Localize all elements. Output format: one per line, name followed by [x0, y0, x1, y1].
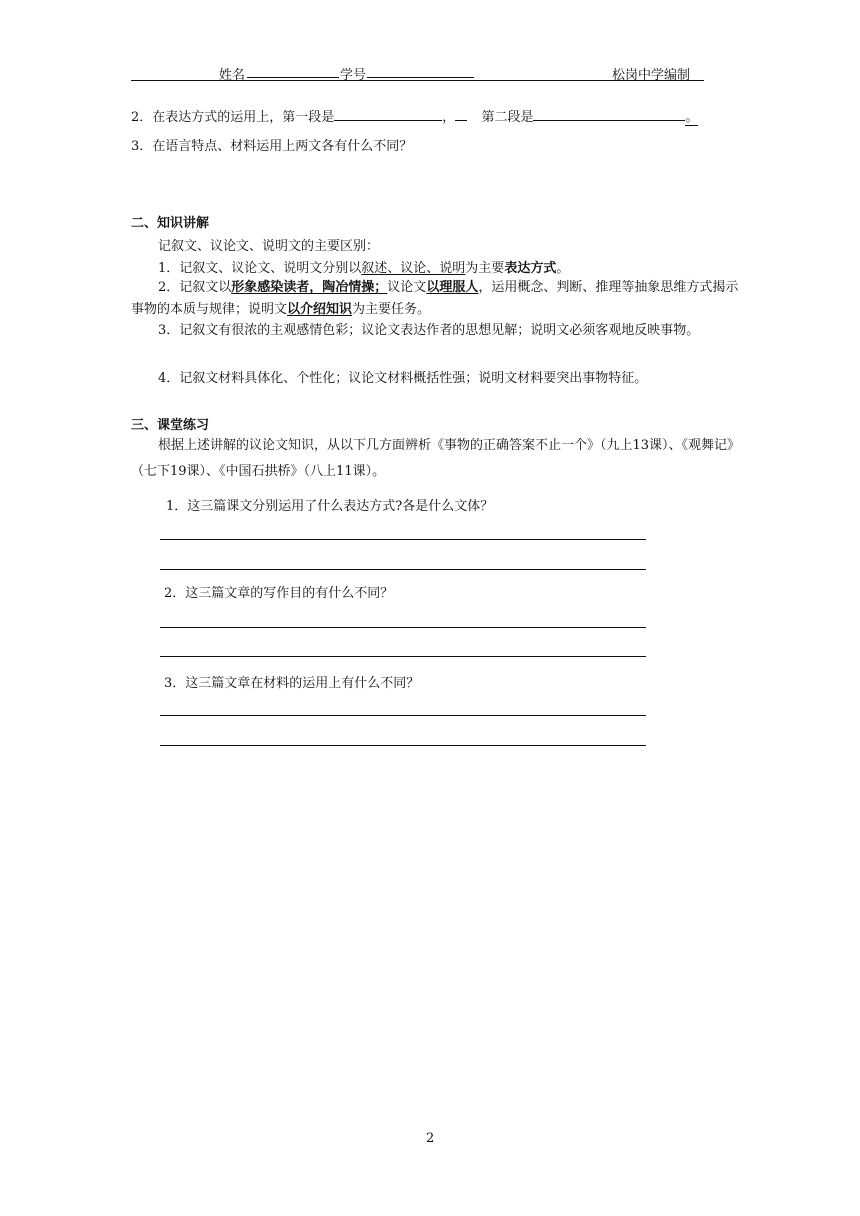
p2-text-c: ，运用概念、判断、推理等抽象思维方式揭示事物的本质与规律；说明文 [131, 280, 739, 317]
answer-line[interactable] [160, 656, 646, 657]
p2-text-d: 为主要任务。 [352, 301, 431, 317]
section-2-point-2 [131, 277, 741, 320]
exercise-question-2: 2．这三篇文章的写作目的有什么不同？ [164, 586, 394, 601]
p1-text-c: 。 [556, 261, 570, 276]
answer-line[interactable] [160, 569, 646, 570]
p2-emphasis-1: 形象感染读者，陶冶情操； [231, 280, 388, 295]
p2-text-a: 2．记叙文以 [158, 280, 232, 295]
id-blank[interactable] [367, 64, 474, 78]
header-school: 松岗中学编制 [612, 68, 691, 83]
section-2-point-4: 4．记叙文材料具体化、个性化；议论文材料概括性强；说明文材料要突出事物特征。 [158, 371, 648, 386]
answer-line[interactable] [160, 627, 646, 628]
q2-prefix: 2．在表达方式的运用上，第一段是 [131, 110, 335, 125]
p2-emphasis-3: 以介绍知识 [287, 301, 353, 317]
section-2-point-3: 3．记叙文有很浓的主观感情色彩；议论文表达作者的思想见解；说明文必须客观地反映事物。 [158, 323, 700, 338]
p1-text-b: 为主要 [465, 261, 505, 276]
p1-text-a: 1．记叙文、议论文、说明文分别以 [158, 261, 362, 276]
section-2-title: 二、知识讲解 [131, 216, 210, 231]
q2-blank-1[interactable] [334, 107, 442, 121]
question-2 [131, 106, 698, 125]
page-number: 2 [426, 1131, 435, 1146]
q2-blank-2[interactable] [533, 107, 685, 121]
exercise-question-3: 3．这三篇文章在材料的运用上有什么不同？ [164, 676, 420, 691]
header-id-label: 学号 [340, 68, 367, 83]
q2-end: 。 [685, 110, 699, 125]
header-name-label: 姓名 [219, 68, 246, 83]
p1-bold: 表达方式 [504, 261, 557, 276]
p2-emphasis-2: 以理服人 [426, 280, 479, 295]
q2-mid: 第二段是 [481, 110, 534, 125]
section-3-intro: 根据上述讲解的议论文知识，从以下几方面辨析《事物的正确答案不止一个》（九上13课）、《观舞记》（七下19课）、《中国石拱桥》（八上11课）。 [131, 438, 741, 479]
exercise-question-1: 1．这三篇课文分别运用了什么表达方式?各是什么文体？ [166, 499, 494, 514]
answer-line[interactable] [160, 539, 646, 540]
q2-blank-gap [455, 107, 467, 121]
answer-line[interactable] [160, 715, 646, 716]
section-2-point-1 [158, 257, 569, 276]
section-2-intro: 记叙文、议论文、说明文的主要区别： [158, 239, 380, 254]
header-rule [131, 80, 704, 81]
name-blank[interactable] [247, 64, 339, 78]
p1-underlined: 叙述、议论、说明 [361, 261, 466, 276]
answer-line[interactable] [160, 745, 646, 746]
p2-text-b: 议论文 [387, 280, 427, 295]
section-3-title: 三、课堂练习 [131, 418, 210, 433]
question-3: 3．在语言特点、材料运用上两文各有什么不同？ [131, 139, 413, 154]
q2-comma: ， [442, 110, 456, 125]
